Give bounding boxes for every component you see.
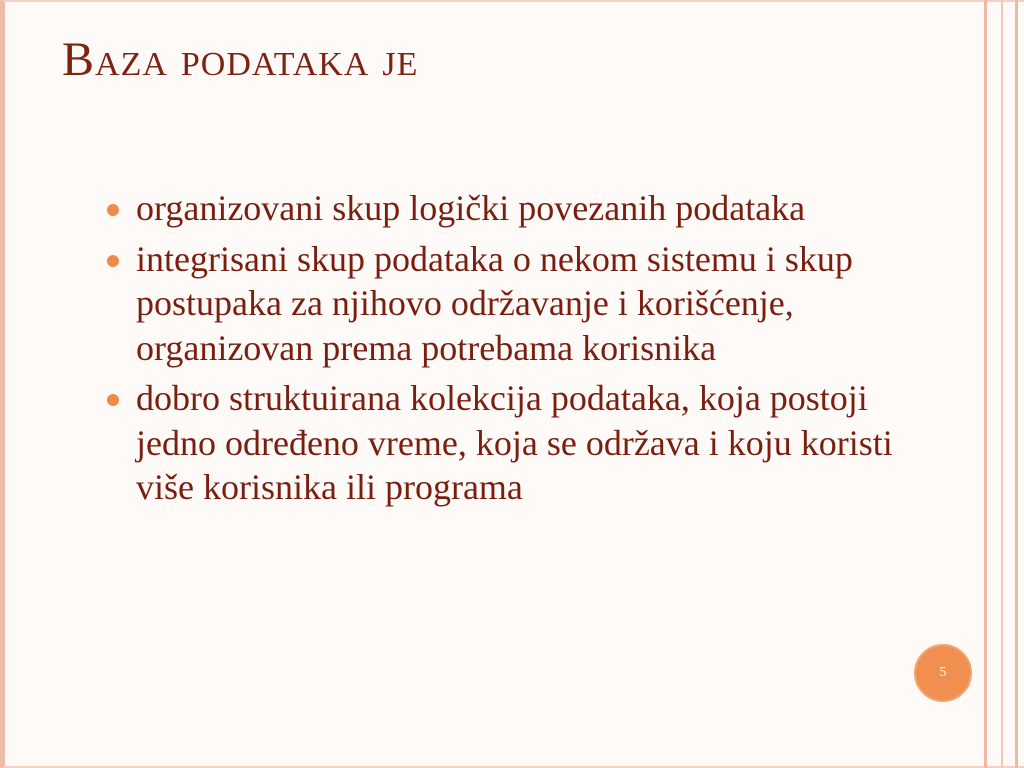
bullet-item [104,376,934,510]
bullet-text: dobro struktuirana kolekcija podataka, koja postoji jedno određeno vreme, koja se održava i koju koristi više korisnika ili programa [136,378,893,507]
decorative-rail [1015,0,1018,768]
bullet-item [104,237,934,371]
slide-title: Baza podataka je [62,33,419,86]
bullet-item [104,186,934,231]
page-number: 5 [939,665,947,680]
bullet-dot-icon [107,204,119,216]
bullet-text: organizovani skup logički povezanih podataka [136,188,806,228]
bullet-dot-icon [107,255,119,267]
bullet-text: integrisani skup podataka o nekom sistemu i skup postupaka za njihovo održavanje i korišćenje, organizovan prema potrebama korisnika [136,238,853,368]
bullet-dot-icon [107,394,119,406]
decorative-rail [1001,0,1003,768]
decorative-rail [984,0,987,768]
page-number-badge [914,644,972,702]
bullet-list [104,186,934,516]
